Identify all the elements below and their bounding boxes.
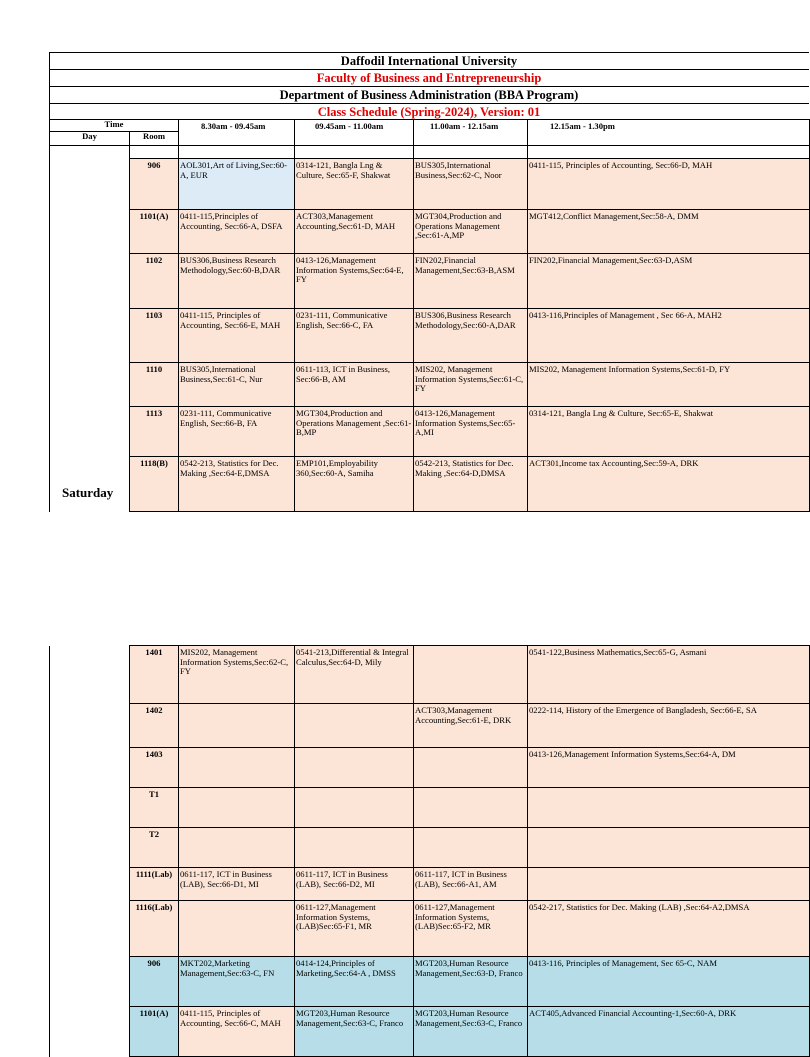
class-cell — [295, 828, 414, 868]
class-cell — [528, 868, 810, 901]
class-cell: MIS202, Management Information Systems,Sec:62-C, FY — [179, 646, 295, 704]
day-cell — [50, 748, 130, 788]
class-cell: 0611-117, ICT in Business (LAB), Sec:66-A1, AM — [414, 868, 528, 901]
room-cell: 1102 — [130, 254, 179, 309]
class-cell — [179, 828, 295, 868]
class-cell: BUS305,International Business,Sec:61-C, Nur — [179, 363, 295, 407]
class-cell — [179, 748, 295, 788]
class-cell — [528, 788, 810, 828]
time-header-row — [50, 120, 810, 132]
class-cell: MGT412,Conflict Management,Sec:58-A, DMM — [528, 210, 810, 254]
day-cell — [50, 901, 130, 957]
day-cell — [50, 210, 130, 254]
room-cell: 1401 — [130, 646, 179, 704]
class-cell: BUS306,Business Research Methodology,Sec:60-A,DAR — [414, 309, 528, 363]
faculty-title: Faculty of Business and Entrepreneurship — [316, 71, 542, 85]
class-cell — [295, 748, 414, 788]
class-cell: 0314-121, Bangla Lng & Culture, Sec:65-E, Shakwat — [528, 407, 810, 457]
class-cell: 0411-115, Principles of Accounting, Sec:66-E, MAH — [179, 309, 295, 363]
class-cell: ACT303,Management Accounting,Sec:61-D, MAH — [295, 210, 414, 254]
department-title: Department of Business Administration (BBA Program) — [279, 88, 579, 102]
schedule-row — [50, 868, 810, 901]
room-cell: 906 — [130, 957, 179, 1007]
class-cell: 0611-127,Management Information Systems, (LAB)Sec:65-F1, MR — [295, 901, 414, 957]
day-cell — [50, 828, 130, 868]
university-title-row — [49, 52, 809, 70]
schedule-row — [50, 309, 810, 363]
class-cell: 0611-117, ICT in Business (LAB), Sec:66-D2, MI — [295, 868, 414, 901]
class-cell: 0413-116, Principles of Management, Sec 65-C, NAM — [528, 957, 810, 1007]
day-cell — [50, 646, 130, 704]
class-cell: 0413-116,Principles of Management , Sec 66-A, MAH2 — [528, 309, 810, 363]
schedule-row — [50, 957, 810, 1007]
day-cell — [50, 407, 130, 457]
saturday-continued-table — [49, 645, 810, 957]
class-cell: 0411-115,Principles of Accounting, Sec:66-A, DSFA — [179, 210, 295, 254]
slot-header-1: 8.30am - 09.45am — [179, 120, 295, 146]
slot-header-3: 11.00am - 12.15am — [414, 120, 528, 146]
faculty-title-row — [49, 69, 809, 87]
room-cell: 1111(Lab) — [130, 868, 179, 901]
day-cell — [50, 159, 130, 210]
class-cell: 0611-117, ICT in Business (LAB), Sec:66-D1, MI — [179, 868, 295, 901]
day-cell — [50, 1007, 130, 1057]
room-cell: 1402 — [130, 704, 179, 748]
class-cell: 0414-124,Principles of Marketing,Sec:64-A , DMSS — [295, 957, 414, 1007]
day-cell — [50, 363, 130, 407]
slot-header-4: 12.15am - 1.30pm — [528, 120, 810, 146]
day-cell — [50, 868, 130, 901]
class-cell: 0611-113, ICT in Business, Sec:66-B, AM — [295, 363, 414, 407]
room-cell: 1110 — [130, 363, 179, 407]
department-title-row — [49, 86, 809, 104]
room-header: Room — [130, 132, 179, 146]
class-cell: 0411-115, Principles of Accounting, Sec:66-C, MAH — [179, 1007, 295, 1057]
schedule-title: Class Schedule (Spring-2024), Version: 01 — [317, 105, 541, 119]
class-cell — [179, 788, 295, 828]
class-cell: 0541-213,Differential & Integral Calculus,Sec:64-D, Mily — [295, 646, 414, 704]
class-cell: MGT304,Production and Operations Management ,Sec:61-B,MP — [295, 407, 414, 457]
class-cell: ACT303,Management Accounting,Sec:61-E, DRK — [414, 704, 528, 748]
class-cell: BUS305,International Business,Sec:62-C, Noor — [414, 159, 528, 210]
schedule-row — [50, 828, 810, 868]
class-cell: ACT301,Income tax Accounting,Sec:59-A, DRK — [528, 457, 810, 512]
class-cell — [414, 646, 528, 704]
day-cell — [50, 254, 130, 309]
spacer-row — [50, 146, 810, 159]
room-cell: 1403 — [130, 748, 179, 788]
class-cell: 0413-126,Management Information Systems,Sec:65-A,MI — [414, 407, 528, 457]
class-cell: MGT203,Human Resource Management,Sec:63-D, Franco — [414, 957, 528, 1007]
class-cell: MGT304,Production and Operations Management ,Sec:61-A,MP — [414, 210, 528, 254]
schedule-row — [50, 748, 810, 788]
day-cell — [50, 309, 130, 363]
class-cell: MIS202, Management Information Systems,Sec:61-D, FY — [528, 363, 810, 407]
slot-header-2: 09.45am - 11.00am — [295, 120, 414, 146]
class-cell: 0411-115, Principles of Accounting, Sec:66-D, MAH — [528, 159, 810, 210]
class-cell: ACT405,Advanced Financial Accounting-1,Sec:60-A, DRK — [528, 1007, 810, 1057]
schedule-row — [50, 457, 810, 512]
schedule-row — [50, 646, 810, 704]
class-cell: 0611-127,Management Information Systems, (LAB)Sec:65-F2, MR — [414, 901, 528, 957]
room-cell: T1 — [130, 788, 179, 828]
class-cell: 0413-126,Management Information Systems,Sec:64-E, FY — [295, 254, 414, 309]
room-cell: 1103 — [130, 309, 179, 363]
class-cell: MIS202, Management Information Systems,Sec:61-C, FY — [414, 363, 528, 407]
class-cell: 0541-122,Business Mathematics,Sec:65-G, Asmani — [528, 646, 810, 704]
class-cell — [295, 704, 414, 748]
class-cell — [414, 788, 528, 828]
time-header: Time — [50, 120, 179, 132]
room-cell: 1116(Lab) — [130, 901, 179, 957]
class-cell: MGT203,Human Resource Management,Sec:63-C, Franco — [414, 1007, 528, 1057]
class-cell: 0231-111, Communicative English, Sec:66-B, FA — [179, 407, 295, 457]
room-cell: 1113 — [130, 407, 179, 457]
schedule-row — [50, 1007, 810, 1057]
university-title: Daffodil International University — [340, 54, 518, 68]
schedule-row — [50, 210, 810, 254]
class-cell: AOL301,Art of Living,Sec:60-A, EUR — [179, 159, 295, 210]
class-cell: 0542-213, Statistics for Dec. Making ,Sec:64-D,DMSA — [414, 457, 528, 512]
day-cell — [50, 788, 130, 828]
day-cell — [50, 704, 130, 748]
class-cell: FIN202,Financial Management,Sec:63-D,ASM — [528, 254, 810, 309]
schedule-row — [50, 704, 810, 748]
class-cell — [179, 901, 295, 957]
day-cell — [50, 957, 130, 1007]
class-cell: MGT203,Human Resource Management,Sec:63-C, Franco — [295, 1007, 414, 1057]
schedule-row — [50, 363, 810, 407]
day-cell — [50, 457, 130, 512]
class-cell: 0542-217, Statistics for Dec. Making (LAB) ,Sec:64-A2,DMSA — [528, 901, 810, 957]
class-cell — [528, 828, 810, 868]
schedule-row — [50, 788, 810, 828]
class-cell: 0413-126,Management Information Systems,Sec:64-A, DM — [528, 748, 810, 788]
class-cell: FIN202,Financial Management,Sec:63-B,ASM — [414, 254, 528, 309]
class-cell — [414, 748, 528, 788]
class-cell: EMP101,Employability 360,Sec:60-A, Samiha — [295, 457, 414, 512]
day-label-saturday: Saturday — [62, 485, 114, 500]
room-cell: 906 — [130, 159, 179, 210]
room-cell: 1101(A) — [130, 210, 179, 254]
class-cell — [295, 788, 414, 828]
room-cell: T2 — [130, 828, 179, 868]
room-cell: 1118(B) — [130, 457, 179, 512]
day-header: Day — [50, 132, 130, 146]
class-cell: 0542-213, Statistics for Dec. Making ,Sec:64-E,DMSA — [179, 457, 295, 512]
room-cell: 1101(A) — [130, 1007, 179, 1057]
class-cell: 0314-121, Bangla Lng & Culture, Sec:65-F, Shakwat — [295, 159, 414, 210]
class-cell — [414, 828, 528, 868]
schedule-row — [50, 159, 810, 210]
class-cell — [179, 704, 295, 748]
schedule-row — [50, 901, 810, 957]
schedule-row — [50, 254, 810, 309]
class-cell: 0231-111, Communicative English, Sec:66-C, FA — [295, 309, 414, 363]
class-cell: BUS306,Business Research Methodology,Sec:60-B,DAR — [179, 254, 295, 309]
class-cell: 0222-114, History of the Emergence of Bangladesh, Sec:66-E, SA — [528, 704, 810, 748]
next-day-schedule-table — [49, 956, 810, 1057]
class-cell: MKT202,Marketing Management,Sec:63-C, FN — [179, 957, 295, 1007]
saturday-schedule-table — [49, 119, 810, 512]
schedule-row — [50, 407, 810, 457]
